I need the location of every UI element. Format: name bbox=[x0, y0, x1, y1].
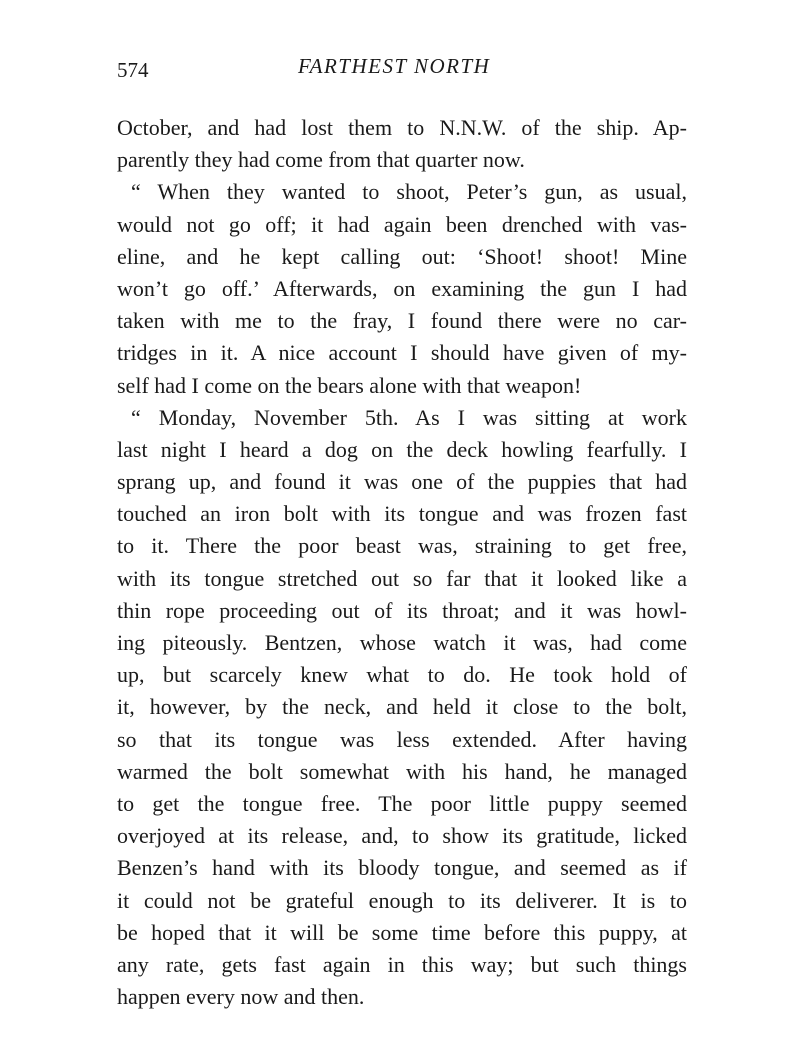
text-line: parently they had come from that quarter now. bbox=[117, 147, 525, 173]
page-number: 574 bbox=[117, 58, 149, 82]
text-line: with its tongue stretched out so far that it looked like a bbox=[117, 565, 687, 591]
text-line: last night I heard a dog on the deck howling fearfully. I bbox=[117, 436, 687, 462]
text-line: sprang up, and found it was one of the puppies that had bbox=[117, 469, 687, 495]
text-line: it could not be grateful enough to its deliverer. It is to bbox=[117, 887, 687, 913]
text-line: tridges in it. A nice account I should have given of my- bbox=[117, 340, 687, 366]
text-line: “ Monday, November 5th. As I was sitting at work bbox=[131, 404, 687, 430]
text-line: “ When they wanted to shoot, Peter’s gun, as usual, bbox=[131, 179, 687, 205]
text-line: to it. There the poor beast was, straining to get free, bbox=[117, 533, 687, 559]
text-line: would not go off; it had again been drenched with vas- bbox=[117, 211, 687, 237]
text-line: to get the tongue free. The poor little puppy seemed bbox=[117, 790, 687, 816]
text-line: touched an iron bolt with its tongue and was frozen fast bbox=[117, 501, 687, 527]
text-line: won’t go off.’ Afterwards, on examining the gun I had bbox=[117, 275, 687, 301]
text-line: October, and had lost them to N.N.W. of the ship. Ap- bbox=[117, 115, 687, 140]
running-head: FARTHEST NORTH bbox=[298, 54, 491, 78]
body-text bbox=[117, 112, 687, 1013]
text-line: it, however, by the neck, and held it close to the bolt, bbox=[117, 694, 687, 720]
text-line: taken with me to the fray, I found there were no car- bbox=[117, 308, 687, 334]
text-line: warmed the bolt somewhat with his hand, he managed bbox=[117, 758, 687, 784]
text-line: happen every now and then. bbox=[117, 984, 365, 1010]
text-line: self had I come on the bears alone with that weapon! bbox=[117, 372, 582, 398]
text-line: ing piteously. Bentzen, whose watch it was, had come bbox=[117, 630, 687, 655]
text-line: thin rope proceeding out of its throat; and it was howl- bbox=[117, 597, 687, 623]
text-line: overjoyed at its release, and, to show its gratitude, licked bbox=[117, 823, 687, 849]
text-line: Benzen’s hand with its bloody tongue, and seemed as if bbox=[117, 855, 687, 881]
text-line: so that its tongue was less extended. After having bbox=[117, 726, 687, 752]
text-line: be hoped that it will be some time before this puppy, at bbox=[117, 919, 687, 945]
text-line: eline, and he kept calling out: ‘Shoot! shoot! Mine bbox=[117, 243, 687, 269]
text-line: up, but scarcely knew what to do. He took hold of bbox=[117, 662, 687, 688]
text-line: any rate, gets fast again in this way; but such things bbox=[117, 951, 687, 977]
